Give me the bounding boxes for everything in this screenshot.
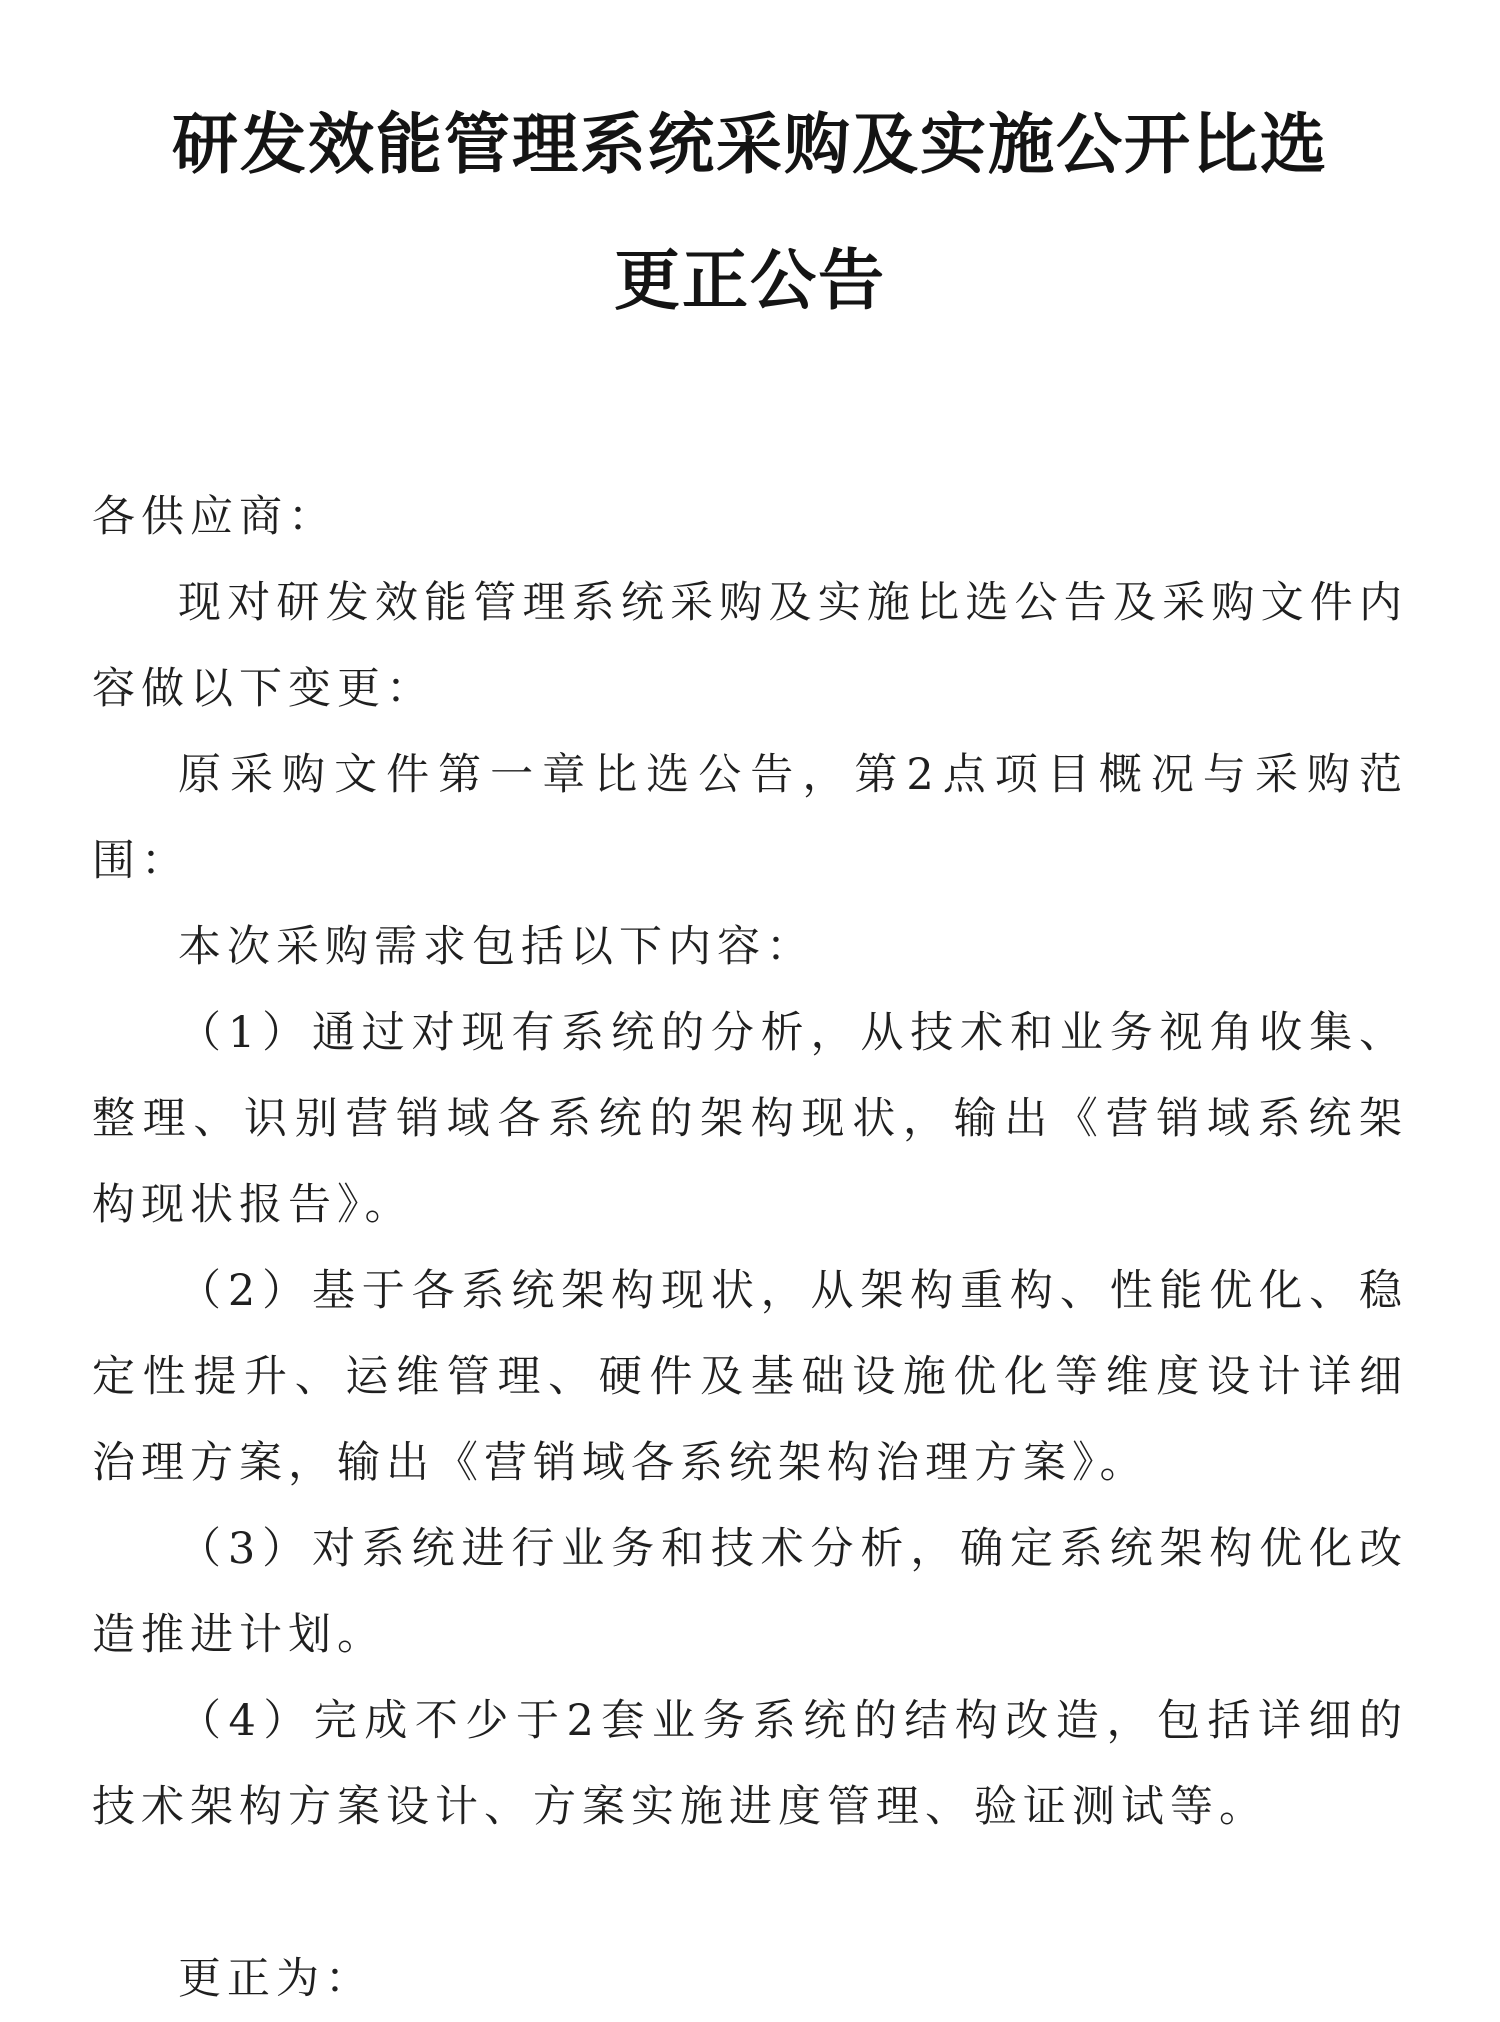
correction-heading: 更正为： bbox=[178, 1954, 374, 2004]
document-body bbox=[92, 474, 1408, 2022]
document-title-line-1: 研发效能管理系统采购及实施公开比选 bbox=[172, 106, 1328, 183]
paragraph-item-4: （4）完成不少于2套业务系统的结构改造，包括详细的技术架构方案设计、方案实施进度管理、验证测试等。 bbox=[92, 1696, 1408, 1832]
paragraph-original-section: 原采购文件第一章比选公告，第2点项目概况与采购范围： bbox=[92, 750, 1408, 886]
salutation: 各供应商： bbox=[92, 492, 337, 542]
paragraph-item-1: （1）通过对现有系统的分析，从技术和业务视角收集、整理、识别营销域各系统的架构现状，输出《营销域系统架构现状报告》。 bbox=[92, 1008, 1408, 1230]
paragraph-spacer bbox=[92, 1850, 1408, 1936]
paragraph-item-2: （2）基于各系统架构现状，从架构重构、性能优化、稳定性提升、运维管理、硬件及基础设施优化等维度设计详细治理方案，输出《营销域各系统架构治理方案》。 bbox=[92, 1266, 1408, 1488]
paragraph-intro: 现对研发效能管理系统采购及实施比选公告及采购文件内容做以下变更： bbox=[92, 578, 1408, 714]
document-title-line-2: 更正公告 bbox=[614, 242, 886, 319]
paragraph-item-3: （3）对系统进行业务和技术分析，确定系统架构优化改造推进计划。 bbox=[92, 1524, 1408, 1660]
paragraph-scope-heading: 本次采购需求包括以下内容： bbox=[178, 922, 815, 972]
